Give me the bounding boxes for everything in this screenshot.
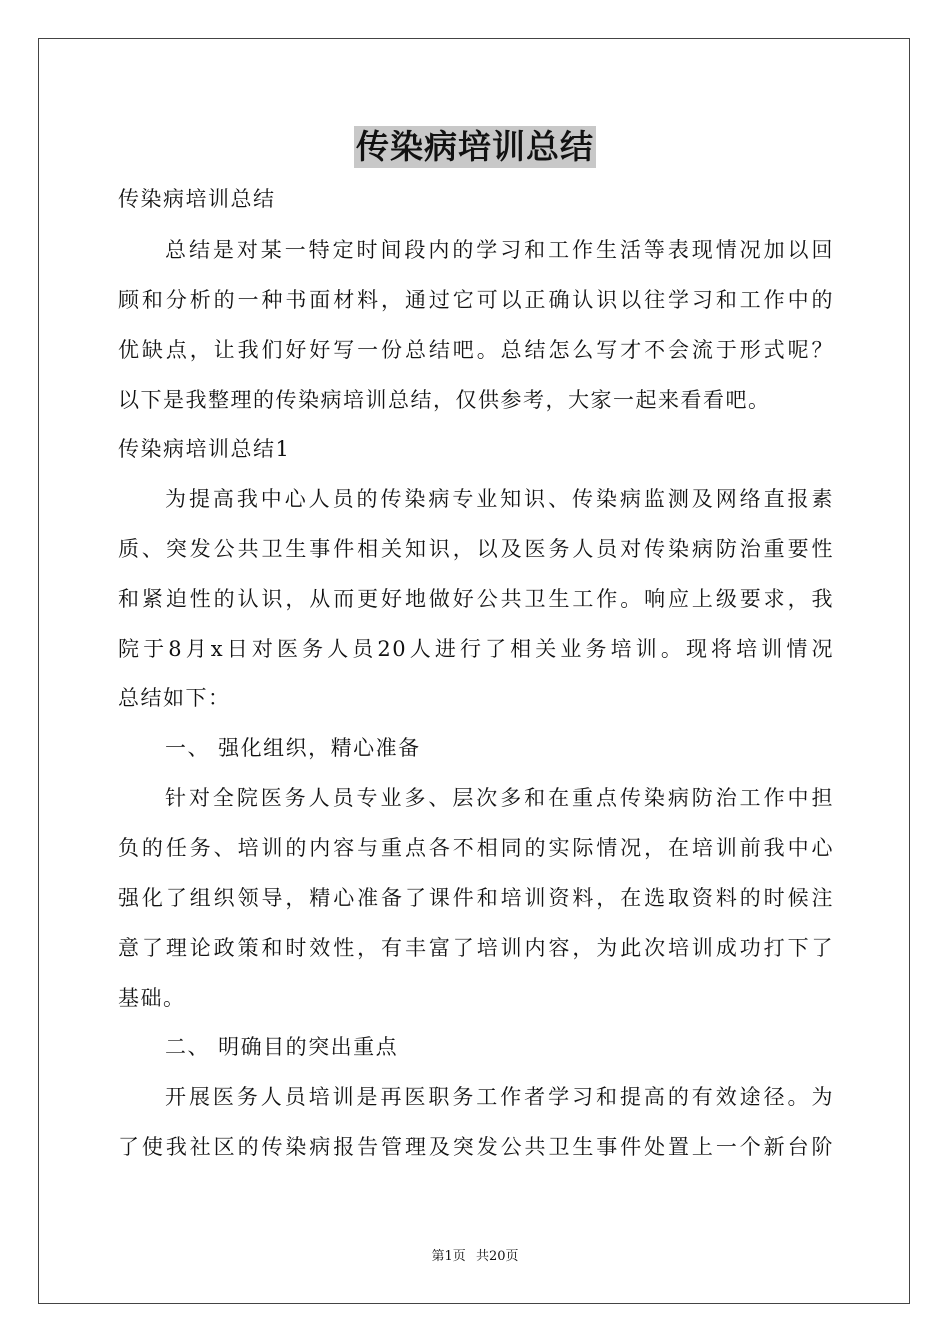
subsection-heading: 一、 强化组织，精心准备 <box>165 736 421 760</box>
paragraph-line: 基础。 <box>118 986 186 1010</box>
paragraph-line: 强化了组织领导，精心准备了课件和培训资料，在选取资料的时候注 <box>118 886 834 910</box>
paragraph-line: 了使我社区的传染病报告管理及突发公共卫生事件处置上一个新台阶 <box>118 1135 834 1159</box>
title-container <box>0 126 950 168</box>
paragraph-line: 意了理论政策和时效性，有丰富了培训内容，为此次培训成功打下了 <box>118 936 834 960</box>
paragraph-line: 质、突发公共卫生事件相关知识，以及医务人员对传染病防治重要性 <box>118 537 834 561</box>
paragraph-line: 总结是对某一特定时间段内的学习和工作生活等表现情况加以回 <box>165 238 834 262</box>
page-total: 共20页 <box>475 1249 519 1264</box>
page-number: 第1页 <box>431 1249 466 1264</box>
section-heading: 传染病培训总结1 <box>118 437 291 461</box>
paragraph-line: 负的任务、培训的内容与重点各不相同的实际情况，在培训前我中心 <box>118 836 834 860</box>
paragraph-line: 开展医务人员培训是再医职务工作者学习和提高的有效途径。为 <box>165 1085 834 1109</box>
document-title: 传染病培训总结 <box>356 127 594 166</box>
paragraph-line: 顾和分析的一种书面材料，通过它可以正确认识以往学习和工作中的 <box>118 288 834 312</box>
paragraph-line: 以下是我整理的传染病培训总结，仅供参考，大家一起来看看吧。 <box>118 388 771 412</box>
paragraph-line: 院于8月x日对医务人员20人进行了相关业务培训。现将培训情况 <box>118 637 834 661</box>
subtitle-line: 传染病培训总结 <box>118 187 276 211</box>
paragraph-line: 为提高我中心人员的传染病专业知识、传染病监测及网络直报素 <box>165 487 834 511</box>
paragraph-line: 和紧迫性的认识，从而更好地做好公共卫生工作。响应上级要求，我 <box>118 587 834 611</box>
page-border <box>38 38 910 1304</box>
paragraph-line: 优缺点，让我们好好写一份总结吧。总结怎么写才不会流于形式呢？ <box>118 338 834 362</box>
paragraph-line: 总结如下： <box>118 686 231 710</box>
page-footer <box>0 1248 950 1266</box>
paragraph-line: 针对全院医务人员专业多、层次多和在重点传染病防治工作中担 <box>165 786 834 810</box>
subsection-heading: 二、 明确目的突出重点 <box>165 1035 399 1059</box>
